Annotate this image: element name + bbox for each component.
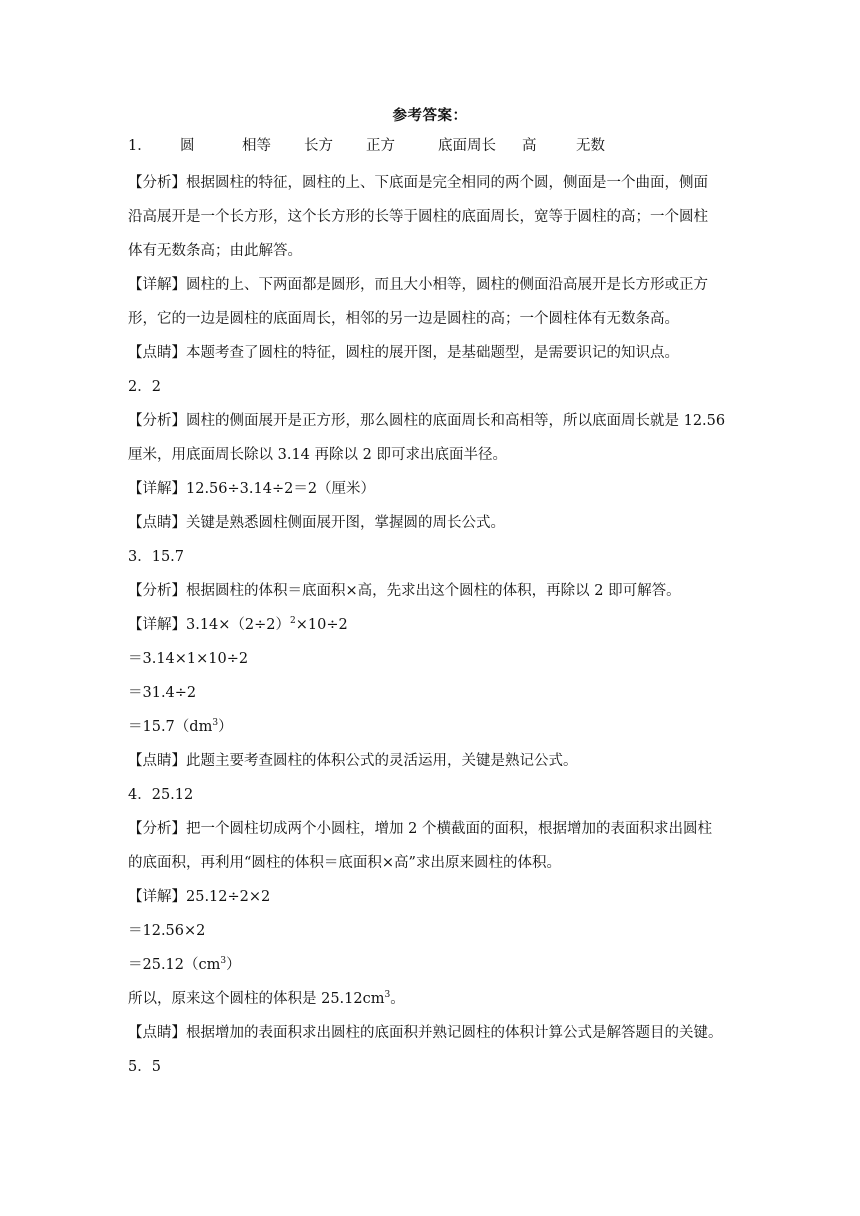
q1-detail-line-2: 形，它的一边是圆柱的底面周长，相邻的另一边是圆柱的高；一个圆柱体有无数条高。 (128, 311, 679, 327)
q3-analysis: 【分析】根据圆柱的体积＝底面积×高，先求出这个圆柱的体积，再除以 2 即可解答。 (128, 583, 681, 599)
q5-number: 5．5 (128, 1059, 161, 1075)
answer-content (128, 132, 740, 1084)
q1-analysis-line-1: 【分析】根据圆柱的特征，圆柱的上、下底面是完全相同的两个圆，侧面是一个曲面，侧面 (128, 175, 708, 191)
q1-analysis (128, 166, 740, 1084)
q2-analysis-line-1: 【分析】圆柱的侧面展开是正方形，那么圆柱的底面周长和高相等，所以底面周长就是 12.56 (128, 413, 726, 429)
q4-comment: 【点睛】根据增加的表面积求出圆柱的底面积并熟记圆柱的体积计算公式是解答题目的关键。 (128, 1025, 723, 1041)
q2-number: 2．2 (128, 379, 161, 395)
q1-comment: 【点睛】本题考查了圆柱的特征，圆柱的展开图，是基础题型，是需要识记的知识点。 (128, 345, 679, 361)
q1-answer-2: 相等 (242, 137, 271, 154)
q4-number: 4．25.12 (128, 787, 194, 803)
q3-detail-text: 【详解】3.14×（2÷2） (128, 617, 291, 633)
q4-step-2-text: ＝25.12（cm (128, 957, 221, 973)
q4-conclusion-text-end: 。 (390, 991, 405, 1007)
q3-number: 3．15.7 (128, 549, 185, 565)
q1-detail-line-1: 【详解】圆柱的上、下两面都是圆形，而且大小相等，圆柱的侧面沿高展开是长方形或正方 (128, 277, 708, 293)
q1-analysis-line-2: 沿高展开是一个长方形，这个长方形的长等于圆柱的底面周长，宽等于圆柱的高；一个圆柱 (128, 209, 708, 225)
q1-analysis-line-3: 体有无数条高；由此解答。 (128, 243, 302, 259)
q4-conclusion-text: 所以，原来这个圆柱的体积是 25.12cm (128, 991, 385, 1007)
q1-answer-6: 高 (522, 137, 537, 154)
q4-analysis-line-1: 【分析】把一个圆柱切成两个小圆柱，增加 2 个横截面的面积，根据增加的表面积求出圆柱 (128, 821, 712, 837)
q3-detail-text-end: ×10÷2 (295, 617, 348, 633)
q1-number: 1． (128, 137, 152, 154)
q3-step-3-text: ＝15.7（dm (128, 719, 213, 735)
q3-step-3-text-end: ） (218, 719, 233, 735)
page-title: 参考答案： (392, 107, 468, 124)
q4-analysis-line-2: 的底面积，再利用“圆柱的体积＝底面积×高”求出原来圆柱的体积。 (128, 855, 561, 871)
q3-step-3-exponent: 3 (212, 718, 219, 729)
q1-answer-3: 长方 (304, 137, 333, 154)
q1-answer-1: 圆 (180, 137, 195, 154)
q1-answer-row (128, 132, 740, 156)
q2-analysis-line-2: 厘米，用底面周长除以 3.14 再除以 2 即可求出底面半径。 (128, 447, 507, 463)
q3-step-2: ＝31.4÷2 (128, 685, 197, 701)
q2-detail: 【详解】12.56÷3.14÷2＝2（厘米） (128, 481, 376, 497)
q3-detail-exponent: 2 (290, 616, 296, 627)
q1-answer-4: 正方 (366, 137, 395, 154)
q1-answer-7: 无数 (576, 137, 605, 154)
q4-detail: 【详解】25.12÷2×2 (128, 889, 271, 905)
q3-comment: 【点睛】此题主要考查圆柱的体积公式的灵活运用，关键是熟记公式。 (128, 753, 578, 769)
q3-step-1: ＝3.14×1×10÷2 (128, 651, 249, 667)
q1-answer-5: 底面周长 (438, 137, 496, 154)
q4-step-2 (128, 948, 740, 982)
q4-conclusion (128, 982, 740, 1016)
q4-conclusion-exponent: 3 (384, 990, 391, 1001)
q4-step-2-text-end: ） (226, 957, 241, 973)
q3-detail (128, 608, 740, 642)
q4-step-1: ＝12.56×2 (128, 923, 206, 939)
q3-step-3 (128, 710, 740, 744)
q2-comment: 【点睛】关键是熟悉圆柱侧面展开图，掌握圆的周长公式。 (128, 515, 505, 531)
q4-step-2-exponent: 3 (220, 956, 227, 967)
